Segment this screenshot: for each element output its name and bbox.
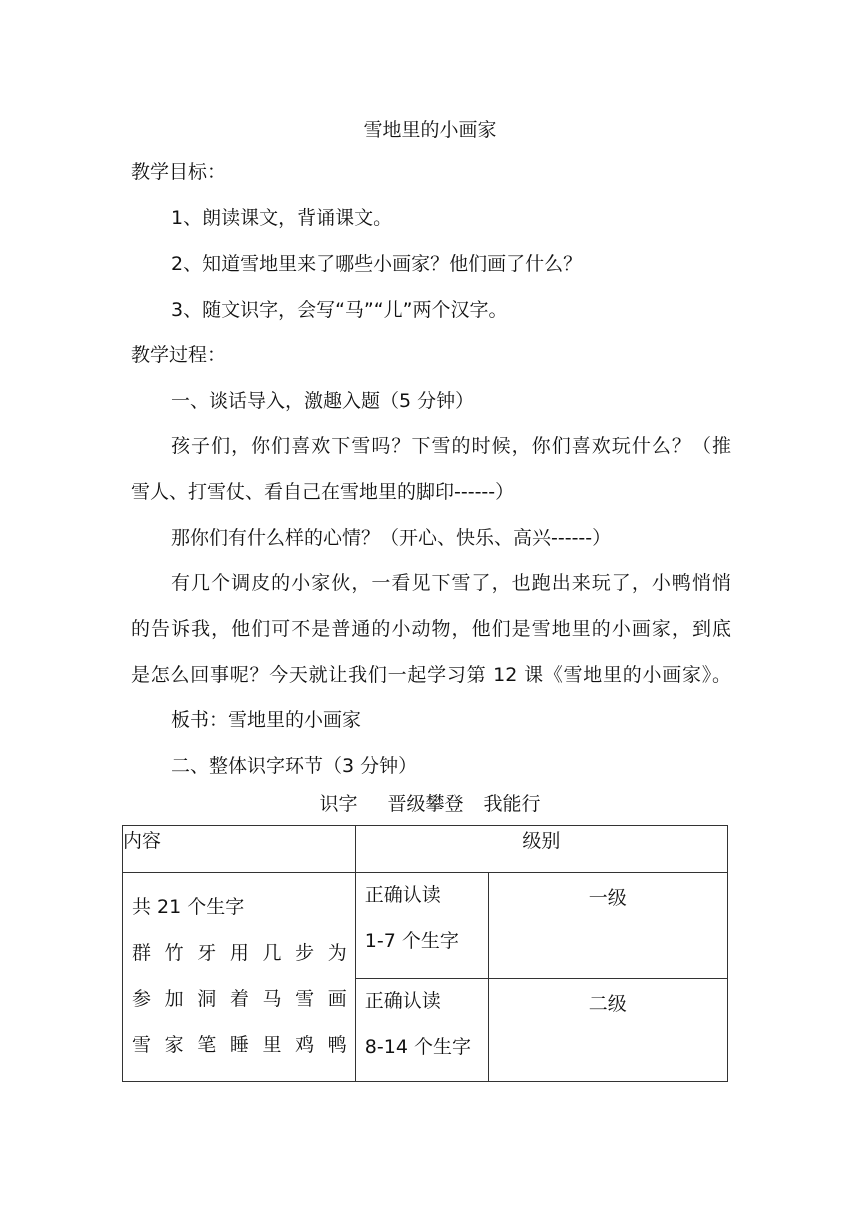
table-caption xyxy=(0,792,860,816)
content-intro: 共 21 个生字 xyxy=(132,896,245,918)
level-1-requirement xyxy=(355,873,488,979)
char: 竹 xyxy=(164,942,184,964)
char-row-1 xyxy=(123,941,355,965)
objective-3: 3、随文识字，会写“马”“儿”两个汉字。 xyxy=(171,299,508,321)
objective-2: 2、知道雪地里来了哪些小画家？他们画了什么？ xyxy=(171,253,583,275)
char-row-3 xyxy=(123,1033,355,1057)
process-heading: 教学过程： xyxy=(131,344,227,366)
char: 几 xyxy=(262,942,282,964)
char: 为 xyxy=(327,942,347,964)
para3-line1: 有几个调皮的小家伙，一看见下雪了，也跑出来玩了，小鸭悄悄 xyxy=(171,572,731,594)
char: 雪 xyxy=(132,1034,152,1056)
table-header-row xyxy=(123,826,728,873)
char: 里 xyxy=(262,1034,282,1056)
char: 牙 xyxy=(197,942,217,964)
char: 马 xyxy=(262,988,282,1010)
level-1-label: 一级 xyxy=(488,873,727,979)
para1-line1: 孩子们，你们喜欢下雪吗？下雪的时候，你们喜欢玩什么？（推 xyxy=(171,435,731,457)
content-cell xyxy=(123,873,356,1082)
header-level: 级别 xyxy=(355,826,727,873)
doc-title: 雪地里的小画家 xyxy=(363,119,497,141)
char: 家 xyxy=(164,1034,184,1056)
table-row xyxy=(123,873,728,979)
header-content: 内容 xyxy=(123,826,356,873)
caption-part-1: 识字 xyxy=(319,793,358,815)
para1-line2: 雪人、打雪仗、看自己在雪地里的脚印------） xyxy=(131,481,515,503)
caption-part-2: 晋级攀登 xyxy=(387,793,464,815)
level-1-req: 正确认读 xyxy=(364,884,441,906)
level-2-label: 二级 xyxy=(488,979,727,1082)
objectives-heading: 教学目标： xyxy=(131,161,227,183)
objective-1: 1、朗读课文，背诵课文。 xyxy=(171,207,393,229)
char: 洞 xyxy=(197,988,217,1010)
char: 笔 xyxy=(197,1034,217,1056)
char: 参 xyxy=(132,988,152,1010)
char: 加 xyxy=(164,988,184,1010)
char: 画 xyxy=(327,988,347,1010)
char: 鸡 xyxy=(295,1034,315,1056)
char: 用 xyxy=(229,942,249,964)
level-2-range: 8-14 个生字 xyxy=(364,1036,471,1058)
literacy-table xyxy=(122,825,728,1082)
caption-part-3: 我能行 xyxy=(483,793,541,815)
board-note: 板书：雪地里的小画家 xyxy=(171,709,362,731)
char: 群 xyxy=(132,942,152,964)
step1-heading: 一、谈话导入，激趣入题（5 分钟） xyxy=(171,390,475,412)
char: 雪 xyxy=(295,988,315,1010)
char: 步 xyxy=(295,942,315,964)
char: 睡 xyxy=(229,1034,249,1056)
para3-line3: 是怎么回事呢？今天就让我们一起学习第 12 课《雪地里的小画家》。 xyxy=(131,664,731,686)
step2-heading: 二、整体识字环节（3 分钟） xyxy=(171,755,418,777)
char: 鸭 xyxy=(327,1034,347,1056)
para3-line2: 的告诉我，他们可不是普通的小动物，他们是雪地里的小画家，到底 xyxy=(131,618,731,640)
level-2-requirement xyxy=(355,979,488,1082)
level-1-range: 1-7 个生字 xyxy=(364,930,459,952)
para2: 那你们有什么样的心情？（开心、快乐、高兴------） xyxy=(171,527,612,549)
char-row-2 xyxy=(123,987,355,1011)
char: 着 xyxy=(229,988,249,1010)
level-2-req: 正确认读 xyxy=(364,990,441,1012)
